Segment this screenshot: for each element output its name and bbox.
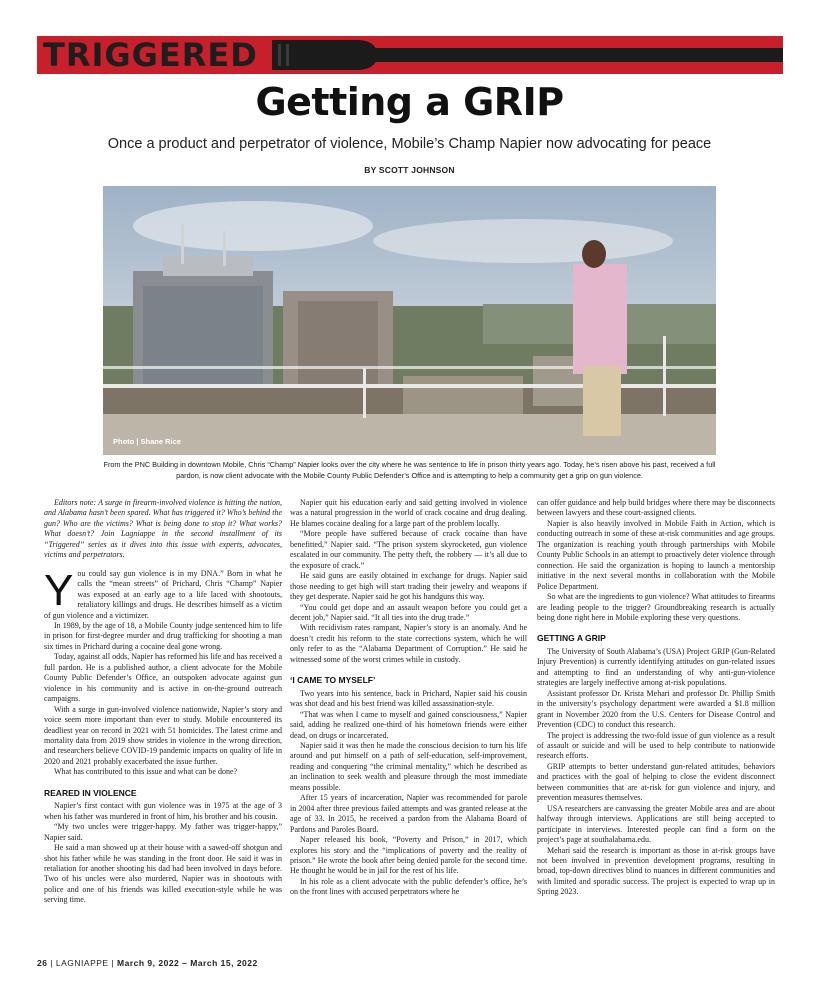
drop-cap: Y xyxy=(44,565,74,615)
paragraph: Napier’s first contact with gun violence was in 1975 at the age of 3 when his father was murdered in front of him, his brother and his cousin. xyxy=(44,801,282,821)
subheadline: Once a product and perpetrator of violence, Mobile’s Champ Napier now advocating for peace xyxy=(107,136,712,152)
paragraph: What has contributed to this issue and what can be done? xyxy=(54,767,238,777)
lead-paragraph: You could say gun violence is in my DNA.” Born in what he calls the “mean streets” of Prichard, Chris “Champ” Napier was exposed at an early age to a life laced with shootouts, retaliatory killings and drugs. He describes himself as a victim of gun violence and a victimizer. xyxy=(44,565,282,620)
photo-credit: Photo | Shane Rice xyxy=(113,437,181,446)
byline: BY SCOTT JOHNSON xyxy=(364,165,455,175)
feature-photo xyxy=(103,186,716,455)
paragraph: In 1989, by the age of 18, a Mobile County judge sentenced him to life in prison for first-degree murder and drug trafficking for shooting a man six times in Prichard during a cocaine deal gone wrong. xyxy=(44,620,282,651)
article-column-3 xyxy=(537,498,775,898)
paragraph: “You could get dope and an assault weapon before you could get a decent job,” Napier said. “It all ties into the drug trade.” xyxy=(290,602,527,622)
series-banner xyxy=(37,36,783,74)
paragraph: With a surge in gun-involved violence nationwide, Napier’s story and voice seem more important than ever to study. Mobile encountered its deadliest year on record in 2021 with 51 homicides. The latest crime and mortality data from 2019 show strides in violence in the wrong direction, and researchers believe COVID-19 pandemic impacts on quality of life in 2020 and 2021 probably exacerbated the issue further. xyxy=(44,704,282,766)
paragraph: Naper released his book, “Poverty and Prison,” in 2017, which explores his story and the “implications of poverty and the reality of prison.” He wrote the book after being denied parole for the second time. He thought he would be in jail for the rest of his life. xyxy=(290,835,527,876)
page-footer: 26 | LAGNIAPPE | March 9, 2022 – March 15, 2022 xyxy=(37,958,258,968)
paragraph: Napier is also heavily involved in Mobile Faith in Action, which is conducting outreach in some of these at-risk communities and age groups. The organization is reaching youth through partnerships with Mobile County Public Schools in an attempt to proactively deter violence through connection. He said the organization is hoping to launch a mentorship initiative in the next several months in collaboration with the Mobile Police Department. xyxy=(537,518,775,591)
paragraph: He said a man showed up at their house with a sawed-off shotgun and shot his father while he was standing in the front door. He said it was in retaliation for another shooting his dad had been involved in days before. Two of his uncles were also murdered, Napier was in shootouts with police and one of his friends was killed execution-style while he was serving time. xyxy=(44,843,282,905)
paragraph: Mehari said the research is important as those in at-risk groups have not been involved in prevention development programs, resulting in broad, top-down directives blind to nuances in different communities and with limited and sporadic success. The project is expected to wrap up in Spring 2023. xyxy=(537,845,775,897)
section-heading: GETTING A GRIP xyxy=(537,633,606,644)
paragraph: “That was when I came to myself and gained consciousness,” Napier said, adding he realized one-third of his hometown friends were either dead, on drugs or incarcerated. xyxy=(290,709,527,740)
editors-note: Editors note: A surge in firearm-involved violence is hitting the nation, and Alabama hasn’t been spared. What has triggered it? Who’s behind the gun? Who are the victims? What is being done to stop it? What works? What doesn’t? Join Lagniappe in the second installment of its “Triggered” series as it dives into this issue with experts, advocates, victims and perpetrators. xyxy=(44,498,282,560)
paragraph: The University of South Alabama’s (USA) Project GRIP (Gun-Related Injury Prevention) is currently identifying attitudes on gun-related issues and attempting to find an understanding of why anti-gun-violence strategies are largely ineffective among at-risk populations. xyxy=(537,646,775,688)
paragraph: With recidivism rates rampant, Napier’s story is an anomaly. And he doesn’t credit his reform to the state corrections system, which he will only refer to as the “Alabama Department of Corruption.” He said he witnessed some of the worst crimes while in custody. xyxy=(290,623,527,664)
publication-name: LAGNIAPPE xyxy=(55,958,109,968)
headline: Getting a GRIP xyxy=(255,80,564,124)
paragraph: “More people have suffered because of crack cocaine than have benefitted,” Napier said. “The prison system skyrocketed, gun violence escalated in our community. The petty theft, the robbery — it’s all due to the exposure of crack.” xyxy=(290,529,527,570)
paragraph: In his role as a client advocate with the public defender’s office, he’s on the front lines with accused perpetrators where he xyxy=(290,876,527,897)
photo-caption: From the PNC Building in downtown Mobile, Chris “Champ” Napier looks over the city where he was sentence to life in prison thirty years ago. Today, he’s risen above his past, received a full pardon, is now client advocate with the Mobile County Public Defender’s Office and is attempting to help a community get a grip on gun violence. xyxy=(103,460,716,480)
paragraph: USA researchers are canvassing the greater Mobile area and are about halfway through interviews. Applications are still being accepted to participate in interviews. Interested people can find a form on the project’s page at southalabama.edu. xyxy=(537,803,775,845)
bullet-icon xyxy=(272,36,783,74)
article-column-2 xyxy=(290,498,527,898)
section-heading: ‘I CAME TO MYSELF’ xyxy=(290,675,376,686)
paragraph: GRIP attempts to better understand gun-related attitudes, behaviors and practices with the goal of helping to close the evident disconnect between communities that are at-risk for gun violence and injury, and prevention measures themselves. xyxy=(537,761,775,803)
paragraph: can offer guidance and help build bridges where there may be disconnects between lawyers and these court-assigned clients. xyxy=(537,498,775,518)
paragraph: Napier said it was then he made the conscious decision to turn his life around and put himself on a path of self-education, self-improvement, reading and conquering “the criminal mentality,” which he described as an inclination to seek wealth and pleasure through the most immediate means possible. xyxy=(290,740,527,792)
paragraph: The project is addressing the two-fold issue of gun violence as a result of assault or suicide and will be used to help contribute to nationwide research efforts. xyxy=(537,730,775,761)
section-heading: REARED IN VIOLENCE xyxy=(44,787,137,798)
paragraph: “My two uncles were trigger-happy. My father was trigger-happy,” Napier said. xyxy=(44,822,282,842)
series-title: TRIGGERED xyxy=(43,36,258,74)
page-number: 26 xyxy=(37,958,48,968)
paragraph: After 15 years of incarceration, Napier was recommended for parole in 2004 after three previous failed attempts and was granted release at the age of 33. In 2015, he received a pardon from the Alabama Board of Pardons and Paroles Board. xyxy=(290,793,527,834)
article-column-1 xyxy=(44,498,282,906)
paragraph: So what are the ingredients to gun violence? What attitudes to firearms are leading people to the trigger? Groundbreaking research is actually being done right here in Mobile exploring these very questions. xyxy=(537,592,775,622)
paragraph: He said guns are easily obtained in exchange for drugs. Napier said those needing to get high will start trading their jewelry and weapons if they get desperate. Napier said he got his handguns this way. xyxy=(290,571,527,602)
paragraph: Assistant professor Dr. Krista Mehari and professor Dr. Phillip Smith in the university’s psychology department were awarded a $1.8 million grant in November 2020 from the U.S. Centers for Disease Control and Prevention (CDC) to conduct this research. xyxy=(537,688,775,730)
paragraph: Two years into his sentence, back in Prichard, Napier said his cousin was shot dead and his best friend was killed assassination-style. xyxy=(290,688,527,709)
issue-dates: March 9, 2022 – March 15, 2022 xyxy=(117,958,258,968)
paragraph: Napier quit his education early and said getting involved in violence was a natural progression in the world of crack cocaine and drug dealing. He blames cocaine dealing for a large part of the problem locally. xyxy=(290,498,527,528)
paragraph: Today, against all odds, Napier has reformed his life and has received a full pardon. He is a published author, a client advocate for the Mobile County Public Defender’s Office, an outspoken advocate against gun violence in his community and is active in on-the-ground outreach campaigns. xyxy=(44,652,282,704)
